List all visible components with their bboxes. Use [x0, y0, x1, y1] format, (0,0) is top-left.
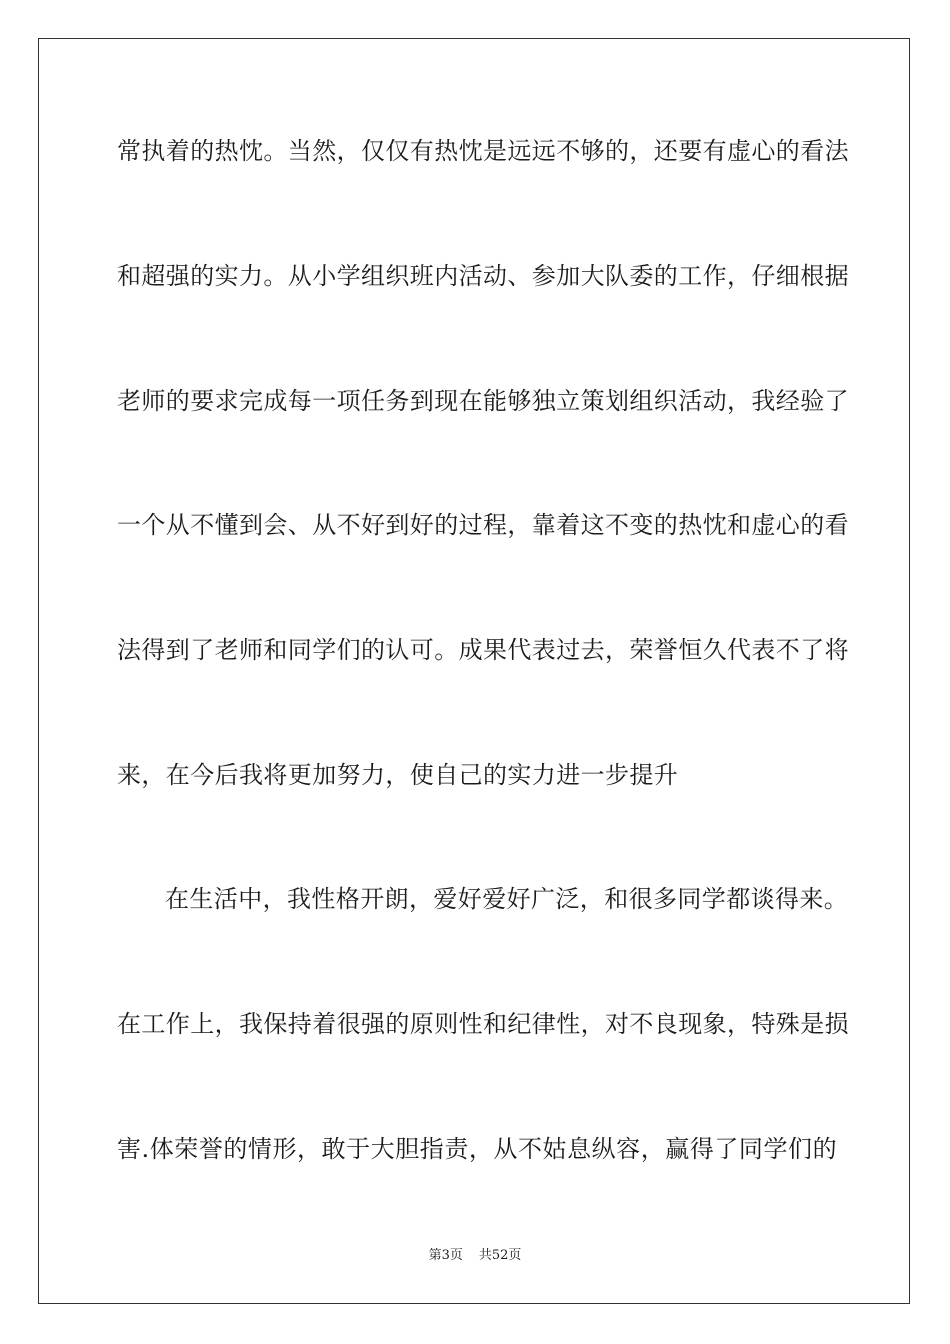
paragraph-line-indented: 在生活中，我性格开朗，爱好爱好广泛，和很多同学都谈得来。: [165, 885, 849, 913]
paragraph-line: 老师的要求完成每一项任务到现在能够独立策划组织活动，我经验了: [117, 387, 849, 415]
page-total: 共52页: [478, 1248, 522, 1263]
page-frame: [38, 38, 910, 1304]
paragraph-line: 害.体荣誉的情形，敢于大胆指责，从不姑息纵容，赢得了同学们的: [117, 1135, 837, 1163]
page-number: 第3页: [428, 1248, 463, 1263]
paragraph-line: 一个从不懂到会、从不好到好的过程，靠着这不变的热忱和虚心的看: [117, 511, 849, 539]
paragraph-line: 来，在今后我将更加努力，使自己的实力进一步提升: [117, 761, 679, 789]
paragraph-line: 常执着的热忱。当然，仅仅有热忱是远远不够的，还要有虚心的看法: [117, 137, 849, 165]
page-footer: [0, 1244, 950, 1263]
paragraph-line: 和超强的实力。从小学组织班内活动、参加大队委的工作，仔细根据: [117, 262, 849, 290]
paragraph-line: 在工作上，我保持着很强的原则性和纪律性，对不良现象，特殊是损: [117, 1010, 849, 1038]
paragraph-line: 法得到了老师和同学们的认可。成果代表过去，荣誉恒久代表不了将: [117, 636, 849, 664]
